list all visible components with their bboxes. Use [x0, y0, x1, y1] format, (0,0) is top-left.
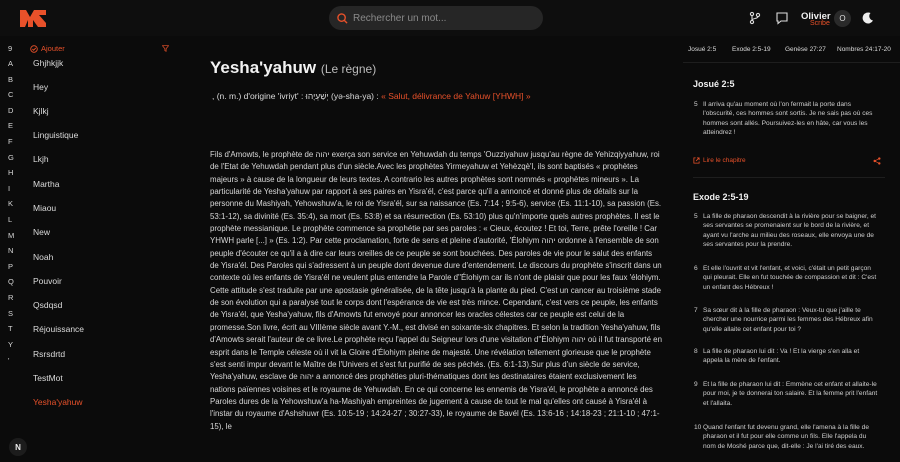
search-icon — [337, 13, 348, 24]
reference-tab[interactable]: Genèse 27:27 — [785, 46, 826, 53]
filter-icon[interactable] — [162, 45, 169, 52]
verse-text: Quand l'enfant fut devenu grand, elle l'amena à la fille de pharaon et il fut pour elle comme un fils. Elle l'appela du nom de Moshé parce que, dit-elle : Je l'ai tiré des eaux. — [703, 424, 870, 450]
verse-text: La fille de pharaon lui dit : Va ! Et la vierge s'en alla et appela la mère de l'enfant. — [703, 348, 860, 365]
verse — [694, 423, 879, 451]
verse-number: 7 — [694, 307, 698, 314]
read-chapter-link[interactable] — [693, 157, 746, 164]
page-title — [210, 58, 376, 78]
index-letter[interactable]: Y — [8, 340, 14, 349]
search-input[interactable] — [353, 13, 533, 24]
moon-icon[interactable] — [861, 11, 875, 25]
reference-tab[interactable]: Nombres 24:17-20 — [837, 46, 891, 53]
message-icon[interactable] — [775, 11, 789, 25]
verse-number: 9 — [694, 381, 698, 388]
index-letter[interactable]: L — [8, 215, 13, 224]
index-letter[interactable]: Q — [8, 277, 14, 286]
verse-number: 6 — [694, 265, 698, 272]
index-letter[interactable]: I — [8, 184, 11, 193]
word-list-item[interactable]: Ghjhkjjk — [33, 58, 64, 68]
word-list-item[interactable]: Noah — [33, 252, 54, 262]
verse-text: La fille de pharaon descendit à la rivière pour se baigner, et ses servantes se promenaient sur le bord de la rivière, et ayant vu l'arche au milieu des roseaux, elle envoya une de ses servantes pour la prendre. — [703, 213, 877, 248]
index-letter[interactable]: H — [8, 168, 14, 177]
top-bar — [0, 0, 900, 36]
origin-text: , (n. m.) d'origine 'ivriyt' : יְשַׁעְיָהוּ (yə-sha-ya) : — [212, 91, 382, 101]
verse — [694, 347, 879, 366]
index-letter[interactable]: K — [8, 199, 14, 208]
logo-icon[interactable] — [20, 10, 46, 27]
add-circle-icon — [30, 45, 38, 53]
verse-number: 5 — [694, 101, 698, 108]
index-letter[interactable]: S — [8, 309, 14, 318]
origin-meaning-link[interactable]: « Salut, délivrance de Yahuw [YHWH] » — [381, 91, 531, 101]
word-list-item[interactable]: Qsdqsd — [33, 300, 63, 310]
word-origin — [212, 91, 531, 101]
reference-tab[interactable]: Josué 2:5 — [688, 46, 717, 53]
reference-title-josue: Josué 2:5 — [693, 79, 735, 89]
index-letter[interactable]: N — [8, 246, 14, 255]
panel-divider — [683, 62, 900, 63]
word-title: Yesha'yahuw — [210, 58, 317, 77]
word-list-item[interactable]: Hey — [33, 82, 49, 92]
verse — [694, 380, 879, 408]
verse-number: 5 — [694, 213, 698, 220]
reference-tab[interactable]: Exode 2:5-19 — [732, 46, 771, 53]
verse — [694, 100, 879, 137]
index-letter[interactable]: M — [8, 231, 15, 240]
verse — [694, 264, 879, 292]
avatar[interactable]: O — [834, 10, 851, 27]
reference-title-exode: Exode 2:5-19 — [693, 192, 749, 202]
verse-text: Et la fille de pharaon lui dit : Emmène cet enfant et allaite-le pour moi, je te donnerai ton salaire. Et la femme prit l'enfant et l'allaita. — [703, 381, 878, 407]
verse-number: 10 — [694, 424, 702, 431]
word-list-item[interactable]: Linguistique — [33, 130, 79, 140]
word-subtitle: (Le règne) — [320, 62, 377, 76]
index-letter[interactable]: B — [8, 75, 14, 84]
share-icon[interactable] — [873, 157, 881, 165]
index-letter[interactable]: ' — [8, 356, 10, 365]
section-divider — [693, 177, 885, 178]
index-letter[interactable]: A — [8, 59, 14, 68]
verse-text: Sa sœur dit à la fille de pharaon : Veux-tu que j'aille te chercher une nourrice parmi les femmes des Hébreux afin qu'elle allaite cet enfant pour toi ? — [703, 307, 873, 333]
verse-text: Et elle l'ouvrit et vit l'enfant, et voici, c'était un petit garçon qui pleurait. Elle en fut touchée de compassion et dit : C'est un enfant des Hébreux ! — [703, 265, 877, 291]
index-letter[interactable]: P — [8, 262, 14, 271]
index-letter[interactable]: D — [8, 106, 14, 115]
word-list-item[interactable]: Réjouissance — [33, 324, 85, 334]
verse-number: 8 — [694, 348, 698, 355]
index-letter[interactable]: C — [8, 90, 14, 99]
search-bar[interactable] — [329, 6, 543, 30]
verse — [694, 212, 879, 249]
word-definition: Fils d'Amowts, le prophète de יהוה exerça son service en Yehuwdah du temps 'Ouzziyahuw jusqu'au règne de Yehizqiyyahuw, roi de l'Etat de Yehuwdah pendant plus d'un siècle.Avec les prophètes Yirmeyahuw et Yehèzqè'l, ils sont baptisés « prophètes majeurs » à cause de la longueur de leurs textes. A contrario les autres prophètes sont nommés « prophètes mineurs ». La particularité de Yesha'yahuw par rapport à ses paires en Yisra'él, c'est parce qu'il a annoncé et donné plus de détails sur la personne du Mashiyah, Yehowshuw'a, le roi de Yisra'él, sur sa naissance (Es. 7:14 ; 9:5-6), service (Es. 11:1-10), sa passion (Es. 53:1-12), sa divinité (Es. 35:4), sa mort (Es. 53:8) et sa résurrection (Es. 53:10) plus qu'n'importe quels autres prophètes. Il est le prophète messianique. Le prophète commence sa prophétie par ses paroles : « Cieux, écoutez ! Et toi, Terre, prête l'oreille ! Car YHWH parle [...] » (Es. 1:2). Par cette proclamation, forte de sens et pleine d'autorité, 'Élohiym יהוה ordonne à l'ensemble de son peuple d'écouter ce qu'il a à dire car leurs oreilles de ce peuple se sont bouchées. Des paroles de vie pour le salut des enfants de Yisra'él. Des Paroles qui s'adressent à un peuple dont devenue dure d'entendement. Le discours du prophète s'inscrit dans un contexte où les enfants de Yisra'él ne veulent plus entendre la Parole d''Élohiym car ils n'ont de plaisir que pour les faux 'élohiym. Cette attitude s'est traduite par une apostasie généralisée, de la tête jusqu'à la plante du pied. C'est un cancer au troisième stade de son évolution qui a paralysé tout le corps dont l'espérance de vie est très mince. Cependant, c'est vers ce peuple, les enfants de Yisra'él, que Yesha'yahuw, fils d'Amowts fut envoyé pour annoncer les oracles célestes car ce peuple est celui de la promesse.Son livre, écrit au VIIIème siècle avant Y.-M., est divisé en soixante-six chapitres. Et selon la tradition Yesha'yahuw, fils d'Amowts serait l'auteur de ce livre.Le prophète reçu l'appel du Seigneur lors d'une visitation d''Élohiym יהוה où il fut transporté en esprit dans le Temple céleste où il vit la Gloire d'Élohiym pleine de majesté. Une révélation tellement glorieuse que le prophète s'est senti impur devant le Maître de l'Univers et s'est fut purifié de ses péchés. (Es. 6:1-13).Sur plus d'un siècle de service, Yesha'yahuw, esclave de יהוה a annoncé des prophéties pluri-thématiques dont les destinataires étaient exclusivement les nations païennes voisines et le royaume de Yehuwdah. En ce qui concerne les ennemis de Yisra'él, le prophète a annoncé des Paroles dures de la Yehowshuw'a ha-Mashiyah empreintes de jugement à cause de tout le mal qu'elles ont causé à Yisra'él à l'instar du royaume d'Ashshuwr (Es. 10:5-19 ; 14:24-27 ; 30:27-33), le royaume de Bavél (Es. 13:6-16 ; 14:18-23 ; 21:1-10 ; 47:1-15), le — [210, 150, 662, 431]
word-list-item[interactable]: Miaou — [33, 203, 57, 213]
word-list-item[interactable]: Lkjh — [33, 154, 49, 164]
word-list-item[interactable]: Rsrsdrtd — [33, 349, 66, 359]
read-chapter-label: Lire le chapitre — [703, 157, 746, 164]
index-letter[interactable]: F — [8, 137, 13, 146]
user-role: Scribe — [810, 20, 830, 27]
verse-text: Il arriva qu'au moment où l'on fermait la porte dans l'obscurité, ces hommes sont sortis. Je ne sais pas où ces hommes sont allés. Poursuivez-les en hâte, car vous les atteindrez ! — [703, 101, 873, 136]
add-word-button[interactable] — [30, 44, 65, 53]
nav-toggle-button[interactable]: N — [9, 438, 27, 456]
external-link-icon — [693, 157, 700, 164]
word-list-item[interactable]: New — [33, 227, 51, 237]
add-word-label: Ajouter — [41, 44, 65, 53]
index-letter[interactable]: G — [8, 153, 14, 162]
verse — [694, 306, 879, 334]
index-letter[interactable]: E — [8, 121, 14, 130]
word-list-item[interactable]: Pouvoir — [33, 276, 62, 286]
word-list-item[interactable]: Martha — [33, 179, 60, 189]
user-name[interactable]: Olivier — [801, 11, 831, 22]
word-list-item[interactable]: TestMot — [33, 373, 63, 383]
index-letter[interactable]: R — [8, 293, 14, 302]
index-letter[interactable]: 9 — [8, 44, 13, 53]
branch-icon[interactable] — [748, 11, 762, 25]
index-letter[interactable]: T — [8, 324, 13, 333]
word-list-item[interactable]: Yesha'yahuw — [33, 397, 83, 407]
word-list-item[interactable]: Kjlkj — [33, 106, 49, 116]
